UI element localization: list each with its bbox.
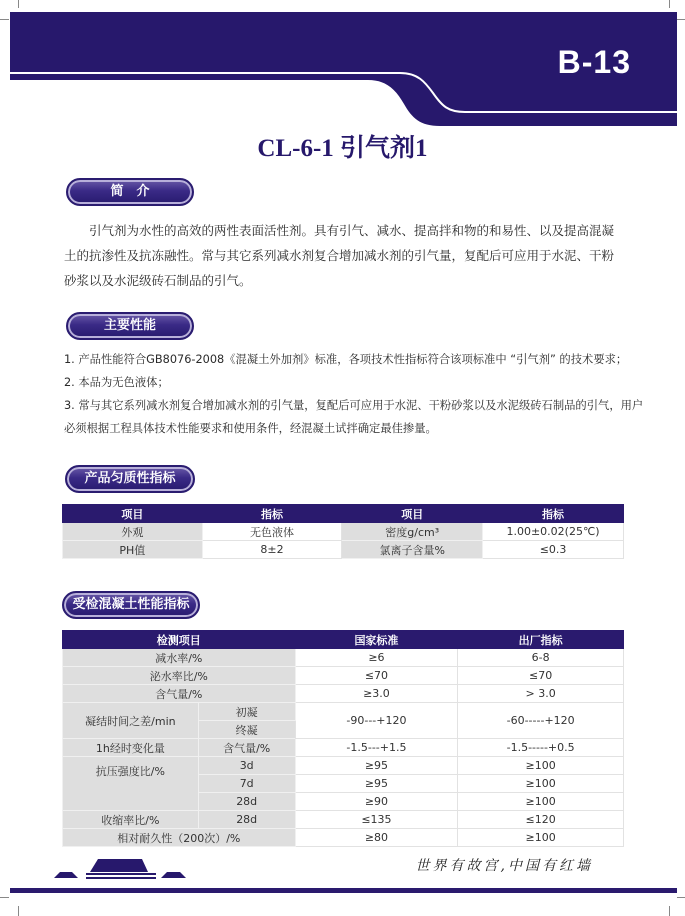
table-cell: ≤0.3 (483, 541, 624, 559)
table-cell: ≤135 (295, 811, 458, 829)
table-cell: 含气量/% (198, 739, 295, 757)
table-cell: 6-8 (458, 649, 624, 667)
table-cell: ≥100 (458, 829, 624, 847)
column-header: 项目 (342, 505, 483, 523)
section-label-uniformity: 产品匀质性指标 (65, 465, 195, 493)
table-cell: > 3.0 (458, 685, 624, 703)
table-cell: ≥80 (295, 829, 458, 847)
table-cell: 外观 (63, 523, 203, 541)
table-cell: ≥95 (295, 775, 458, 793)
table-cell: 28d (198, 793, 295, 811)
table-cell: ≥3.0 (295, 685, 458, 703)
crop-mark (18, 906, 19, 916)
table-cell: ≥6 (295, 649, 458, 667)
table-row (63, 829, 624, 847)
table-cell: 含气量/% (63, 685, 296, 703)
table-cell: 凝结时间之差/min (63, 703, 199, 739)
table-cell: ≥100 (458, 775, 624, 793)
table-cell: PH值 (63, 541, 203, 559)
table-cell: ≤70 (458, 667, 624, 685)
table-cell: 收缩率比/% (63, 811, 199, 829)
column-header: 指标 (483, 505, 624, 523)
table-cell: -90---+120 (295, 703, 458, 739)
table-cell: 初凝 (198, 703, 295, 721)
table-row (63, 541, 624, 559)
crop-mark (669, 906, 670, 916)
table-header-row (63, 505, 624, 523)
footer-slogan: 世界有故宫,中国有红墙 (415, 858, 593, 874)
table-cell: -60-----+120 (458, 703, 624, 739)
section-label-concrete: 受检混凝土性能指标 (62, 591, 200, 619)
table-cell: ≥90 (295, 793, 458, 811)
table-row (63, 523, 624, 541)
table-cell: 1.00±0.02(25℃) (483, 523, 624, 541)
palace-roof-icon (46, 855, 196, 885)
section-label-intro: 简 介 (66, 178, 194, 206)
table-cell: 相对耐久性（200次）/% (63, 829, 296, 847)
concrete-table (62, 630, 624, 847)
table-row (63, 667, 624, 685)
list-item: 1. 产品性能符合GB8076-2008《混凝土外加剂》标准，各项技术性指标符合该项标准中 “引气剂” 的技术要求； (64, 353, 628, 366)
page-title: CL-6-1 引气剂1 (257, 135, 428, 162)
table-row (63, 703, 624, 721)
crop-mark (0, 897, 9, 898)
table-cell: 密度g/cm³ (342, 523, 483, 541)
table-cell: 无色液体 (202, 523, 342, 541)
table-row (63, 649, 624, 667)
performance-list (64, 348, 644, 440)
table-cell: 氯离子含量% (342, 541, 483, 559)
page-code: B-13 (557, 44, 631, 80)
table-cell: 3d (198, 757, 295, 775)
table-cell: ≥100 (458, 757, 624, 775)
footer-rule (10, 888, 677, 893)
table-cell: ≥100 (458, 793, 624, 811)
table-cell: ≤120 (458, 811, 624, 829)
list-item: 3. 常与其它系列减水剂复合增加减水剂的引气量，复配后可应用于水泥、干粉砂浆以及水泥级砖石制品的引气，用户必须根据工程具体技术性能要求和使用条件，经混凝土试拌确定最佳掺量。 (64, 399, 644, 435)
list-item: 2. 本品为无色液体； (64, 376, 169, 389)
table-cell: ≤70 (295, 667, 458, 685)
column-header: 国家标准 (295, 631, 458, 649)
intro-text: 引气剂为水性的高效的两性表面活性剂。具有引气、减水、提高拌和物的和易性、以及提高混凝土的抗渗性及抗冻融性。常与其它系列减水剂复合增加减水剂的引气量，复配后可应用于水泥、干粉砂浆以及水泥级砖石制品的引气。 (64, 223, 615, 288)
table-cell: 减水率/% (63, 649, 296, 667)
table-cell: 8±2 (202, 541, 342, 559)
table-header-row (63, 631, 624, 649)
table-cell: 7d (198, 775, 295, 793)
table-cell: 抗压强度比/% (63, 757, 199, 811)
table-row (63, 739, 624, 757)
crop-mark (677, 897, 685, 898)
table-cell: 终凝 (198, 721, 295, 739)
table-row (63, 757, 624, 775)
table-cell: -1.5---+1.5 (295, 739, 458, 757)
column-header: 指标 (202, 505, 342, 523)
column-header: 检测项目 (63, 631, 296, 649)
table-cell: 28d (198, 811, 295, 829)
table-cell: -1.5-----+0.5 (458, 739, 624, 757)
section-label-performance: 主要性能 (66, 312, 194, 340)
uniformity-table (62, 504, 624, 559)
table-row (63, 811, 624, 829)
table-cell: 1h经时变化量 (63, 739, 199, 757)
table-cell: ≥95 (295, 757, 458, 775)
table-cell: 泌水率比/% (63, 667, 296, 685)
table-row (63, 685, 624, 703)
column-header: 出厂指标 (458, 631, 624, 649)
column-header: 项目 (63, 505, 203, 523)
